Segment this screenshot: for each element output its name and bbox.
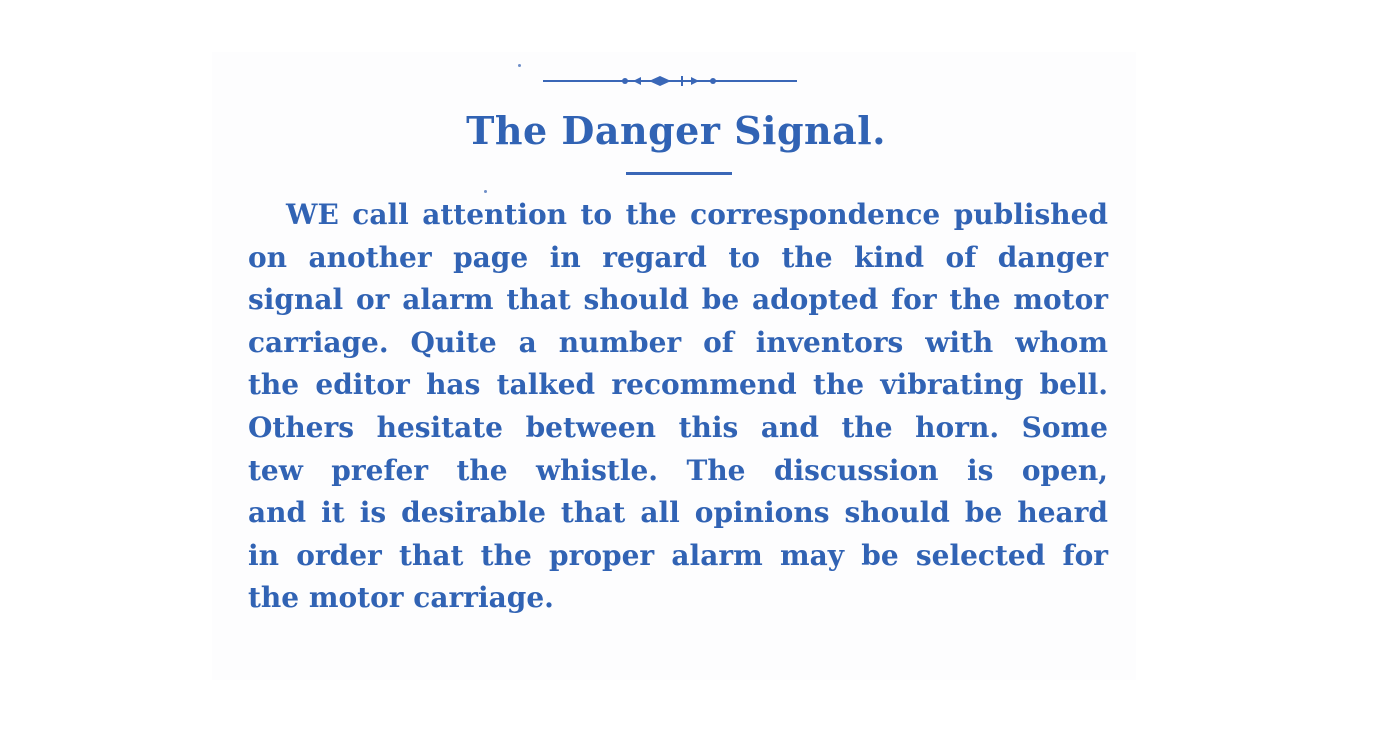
article-line: the motor carriage. xyxy=(248,581,554,615)
article-line: Others hesitate between this and the horn. Some xyxy=(248,410,1108,444)
article-line: tew prefer the whistle. The discussion is open, xyxy=(248,453,1108,487)
article-line: and it is desirable that all opinions should be heard xyxy=(248,496,1108,530)
title-underline xyxy=(626,172,732,175)
article-title: The Danger Signal. xyxy=(466,108,886,153)
article-line: WE call attention to the correspondence published xyxy=(286,198,1108,231)
article-body xyxy=(248,194,1108,620)
print-speck xyxy=(518,64,521,67)
article-line: on another page in regard to the kind of danger xyxy=(248,240,1108,274)
article-line: in order that the proper alarm may be selected for xyxy=(248,538,1108,572)
article-line: carriage. Quite a number of inventors with whom xyxy=(248,325,1108,359)
print-speck xyxy=(484,190,487,193)
article-line: the editor has talked recommend the vibrating bell. xyxy=(248,368,1108,402)
article-line: signal or alarm that should be adopted for the motor xyxy=(248,283,1108,317)
ornament-divider-icon xyxy=(541,72,799,90)
